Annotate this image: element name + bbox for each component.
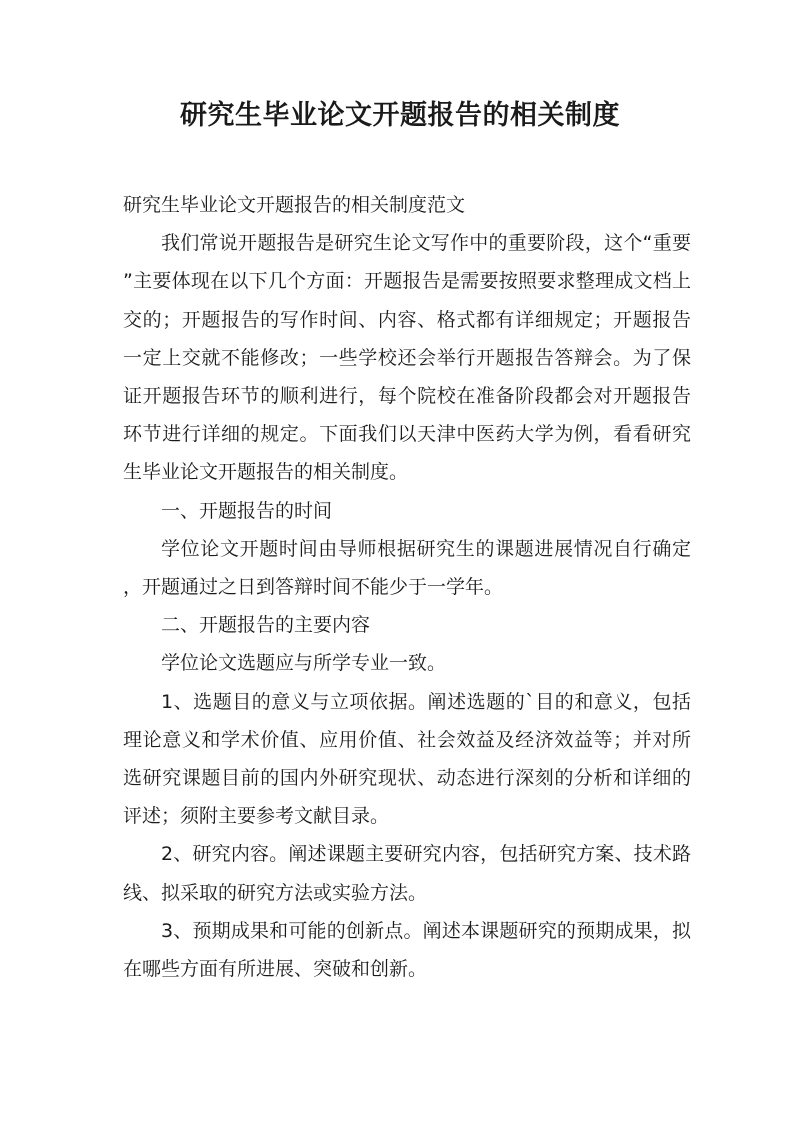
document-title: 研究生毕业论文开题报告的相关制度 <box>180 100 620 131</box>
subtitle-paragraph: 研究生毕业论文开题报告的相关制度范文 <box>123 194 466 216</box>
section-heading-content: 二、开题报告的主要内容 <box>161 614 371 637</box>
time-paragraph: 学位论文开题时间由导师根据研究生的课题进展情况自行确定，开题通过之日到答辩时间不能少于一学年。 <box>123 537 691 599</box>
section-heading-time: 一、开题报告的时间 <box>161 499 333 522</box>
document-body <box>123 186 691 988</box>
intro-paragraph: 我们常说开题报告是研究生论文写作中的重要阶段，这个“重要”主要体现在以下几个方面：开题报告是需要按照要求整理成文档上交的；开题报告的写作时间、内容、格式都有详细规定；开题报告一定上交就不能修改；一些学校还会举行开题报告答辩会。为了保证开题报告环节的顺利进行，每个院校在准备阶段都会对开题报告环节进行详细的规定。下面我们以天津中医药大学为例，看看研究生毕业论文开题报告的相关制度。 <box>123 232 691 484</box>
item-2-paragraph: 2、研究内容。阐述课题主要研究内容，包括研究方案、技术路线、拟采取的研究方法或实验方法。 <box>123 843 691 904</box>
topic-paragraph: 学位论文选题应与所学专业一致。 <box>161 652 447 675</box>
item-1-paragraph: 1、选题目的意义与立项依据。阐述选题的`目的和意义，包括理论意义和学术价值、应用价值、社会效益及经济效益等；并对所选研究课题目前的国内外研究现状、动态进行深刻的分析和详细的评述；须附主要参考文献目录。 <box>123 690 691 828</box>
item-3-paragraph: 3、预期成果和可能的创新点。阐述本课题研究的预期成果，拟在哪些方面有所进展、突破和创新。 <box>123 919 691 981</box>
